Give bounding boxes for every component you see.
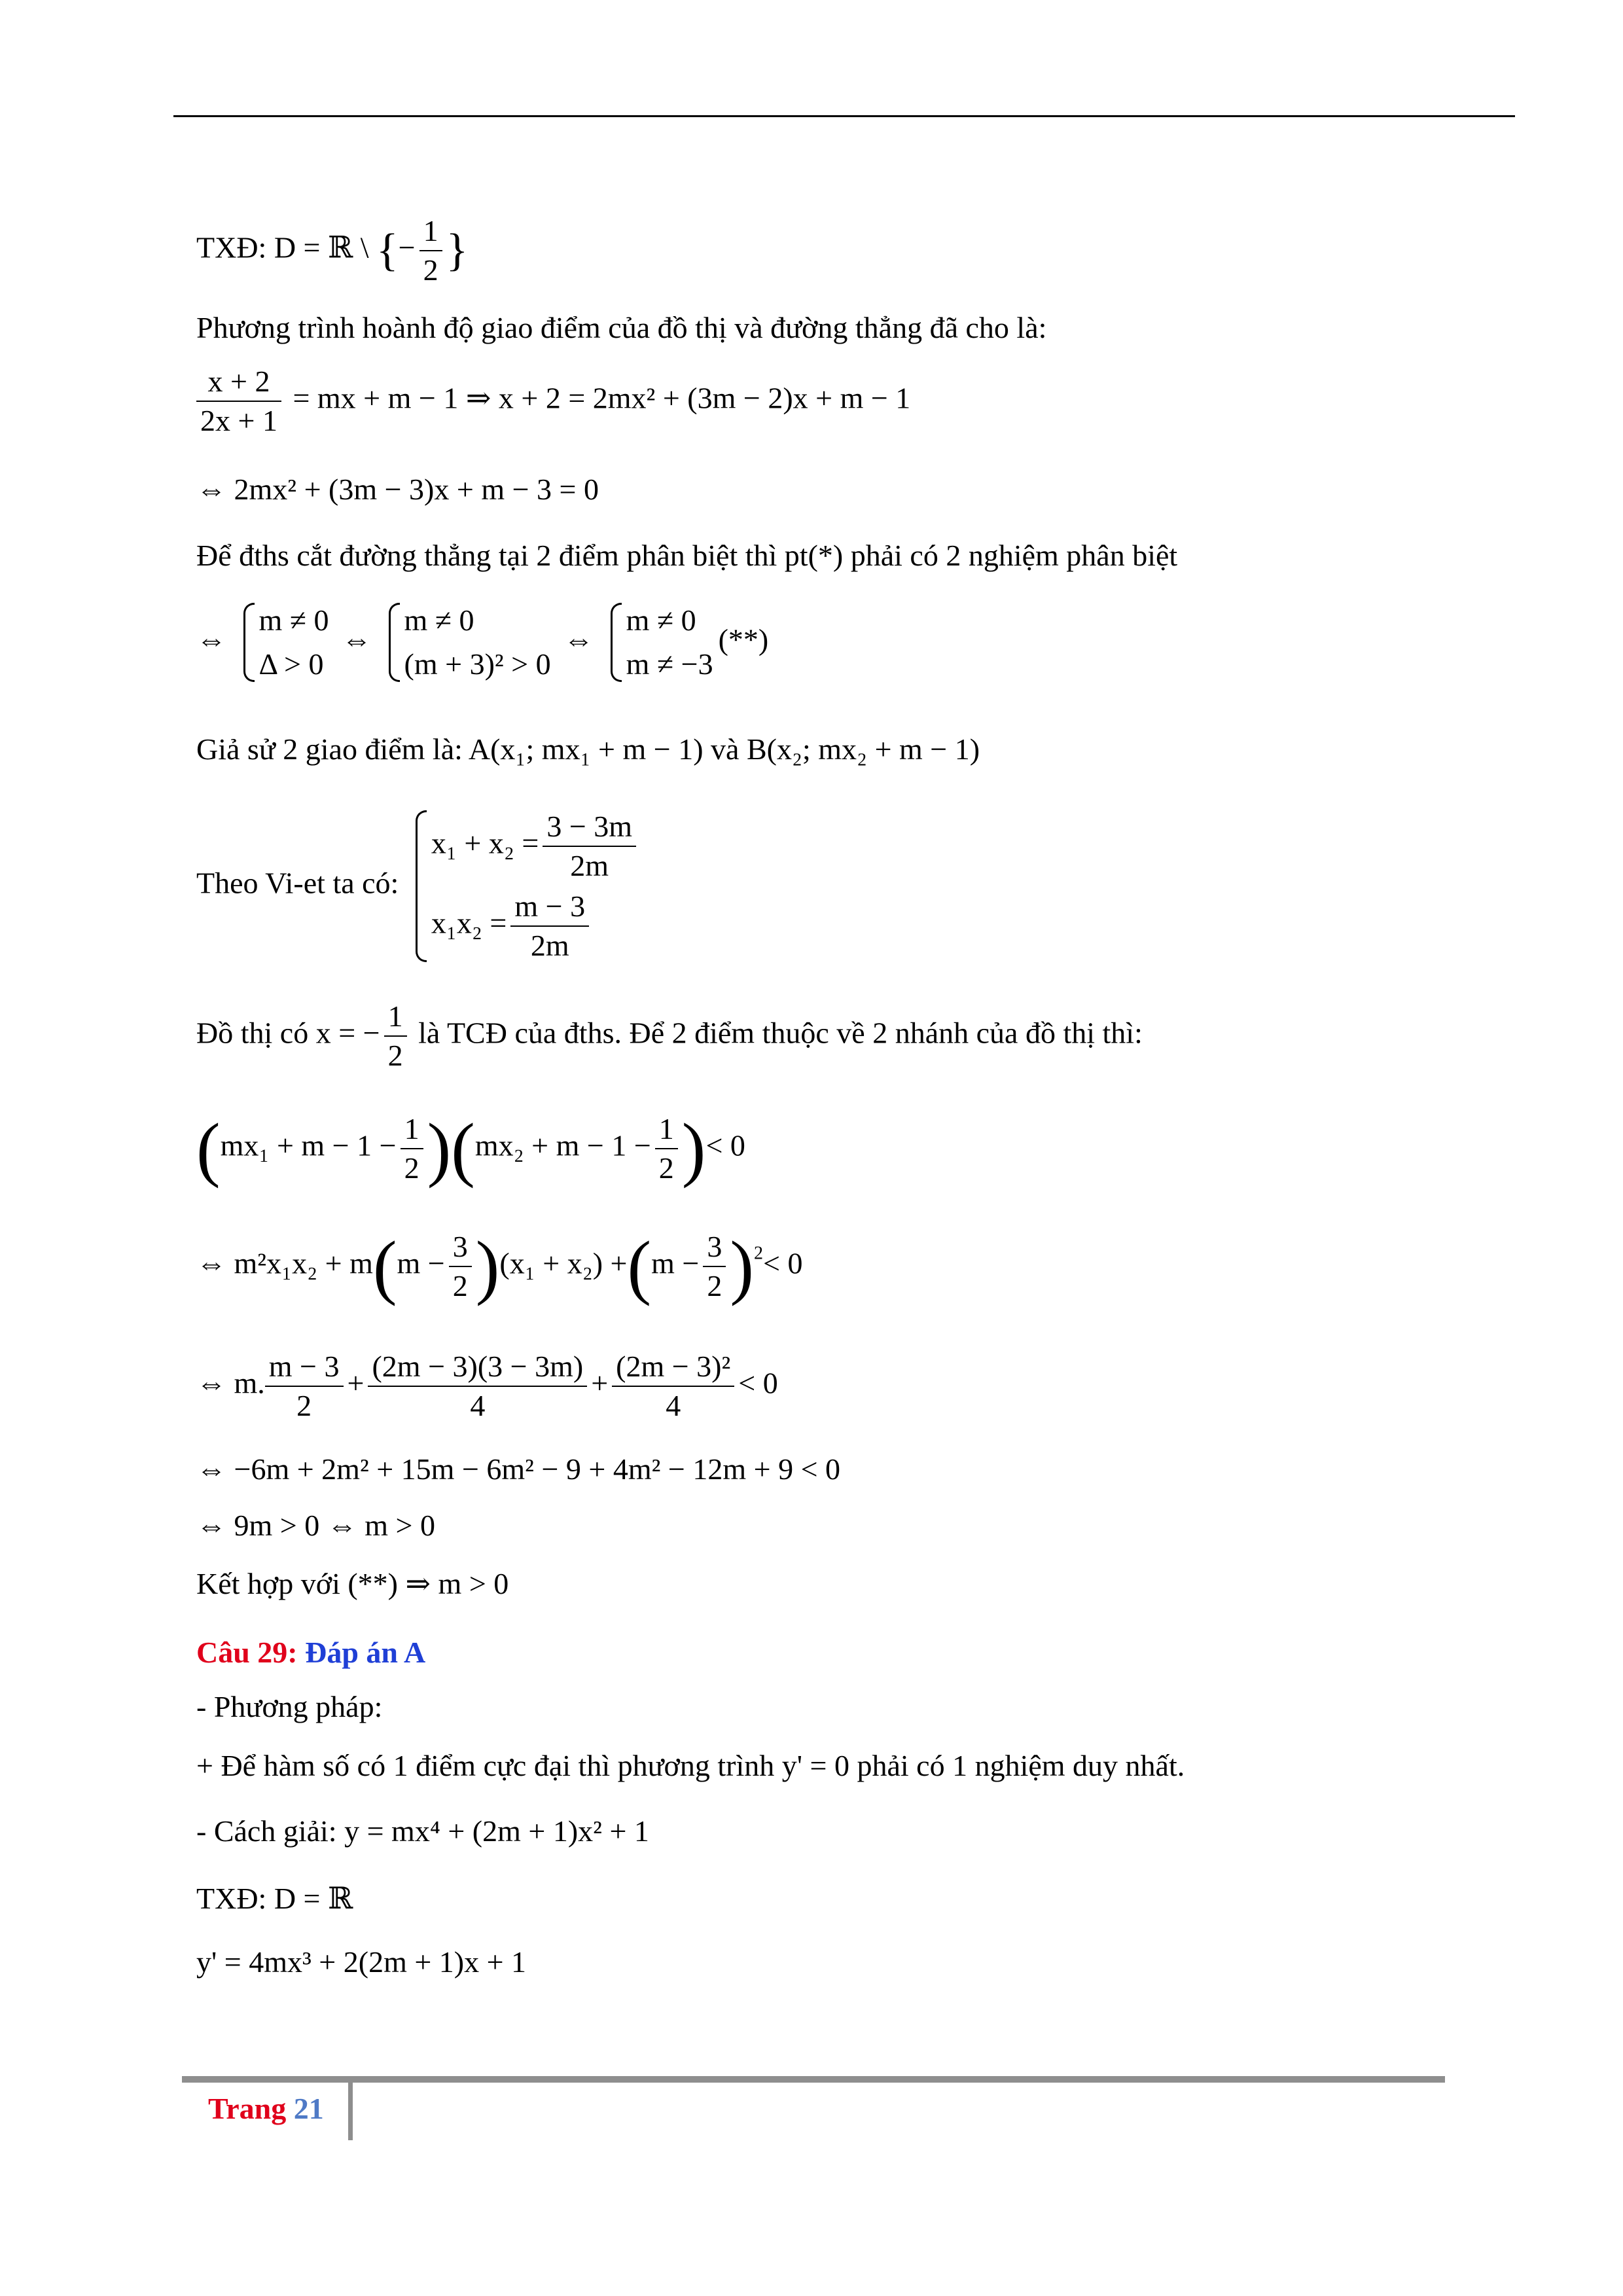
method-line <box>196 1751 1185 1781</box>
point-a: A(x₁; mx₁ + m − 1) <box>468 732 704 766</box>
fraction-half <box>401 1114 423 1183</box>
fraction-den: 4 <box>666 1389 681 1422</box>
fraction-den: 2m <box>570 849 609 882</box>
solution-line <box>196 1816 649 1846</box>
fraction-eq1 <box>196 367 281 436</box>
fraction-den: 2 <box>452 1269 468 1302</box>
fraction-num: 1 <box>419 216 442 251</box>
equation-rest: = mx + m − 1 ⇒ x + 2 = 2mx² + (3m − 2)x + m − 1 <box>293 381 911 415</box>
vieta-sum <box>431 806 640 886</box>
less-than-zero: < 0 <box>705 1128 745 1162</box>
fraction-2 <box>368 1352 587 1421</box>
fraction-den: 2 <box>658 1151 674 1185</box>
footer-rule <box>182 2076 1445 2083</box>
fraction-sum <box>543 812 636 881</box>
fraction-den: 2 <box>296 1389 312 1422</box>
paren-close: ) <box>681 1109 706 1189</box>
fraction-3 <box>612 1352 734 1421</box>
method-label: - Phương pháp: <box>196 1690 383 1723</box>
domain-line-1 <box>196 216 468 285</box>
condition-text: Để đths cắt đường thẳng tại 2 điểm phân biệt thì pt(*) phải có 2 nghiệm phân biệt <box>196 539 1178 572</box>
page-number <box>208 2091 324 2126</box>
fraction-den: 2 <box>707 1269 722 1302</box>
fraction-num: 3 <box>703 1232 726 1267</box>
minus-sign: − <box>398 230 416 264</box>
system-3 <box>607 599 713 686</box>
point-b: B(x₂; mx₂ + m − 1) <box>746 732 980 766</box>
system-1 <box>240 599 329 686</box>
domain-expr: D = ℝ \ <box>274 230 369 264</box>
derivative-line: y' = 4mx³ + 2(2m + 1)x + 1 <box>196 1945 527 1979</box>
ineq2-b: (x₁ + x₂) + <box>499 1246 628 1280</box>
page-label: Trang <box>208 2092 287 2125</box>
combine-line <box>196 1569 508 1599</box>
plus-sign: + <box>347 1366 365 1400</box>
fraction-num: 1 <box>384 1001 407 1037</box>
method-expr: y' = 0 <box>781 1749 849 1782</box>
vieta-product <box>431 886 640 966</box>
paren-close: ) <box>427 1109 452 1189</box>
paren-close: ) <box>730 1227 755 1306</box>
fraction-num: 1 <box>401 1114 423 1149</box>
vieta-prod-lhs: x₁x₂ = <box>431 906 507 940</box>
system-row: Δ > 0 <box>259 647 324 681</box>
systems-line <box>196 599 768 686</box>
page-number-value: 21 <box>293 2092 324 2125</box>
vieta-system <box>412 806 640 966</box>
vieta-line <box>196 806 645 966</box>
solution-label: - Cách giải: <box>196 1814 337 1848</box>
asym-pre: Đồ thị có <box>196 1016 309 1050</box>
inequality-3 <box>196 1352 778 1421</box>
vieta-sum-lhs: x₁ + x₂ = <box>431 826 539 860</box>
fraction-num: 1 <box>655 1114 678 1149</box>
less-than-zero: < 0 <box>763 1246 803 1280</box>
system-row: m ≠ 0 <box>259 603 329 637</box>
inequality-4: ⇔ −6m + 2m² + 15m − 6m² − 9 + 4m² − 12m + 9 < 0 <box>196 1452 841 1486</box>
less-than-zero: < 0 <box>738 1366 778 1400</box>
inequality-5: ⇔ 9m > 0 ⇔ m > 0 <box>196 1509 435 1542</box>
equation-1 <box>196 367 910 436</box>
brace-close: } <box>446 225 469 276</box>
txd-label: TXĐ: <box>196 1882 267 1915</box>
fraction-num: 3 − 3m <box>543 812 636 847</box>
system-row: (m + 3)² > 0 <box>404 647 551 681</box>
ineq2-a: ⇔ m²x₁x₂ + m <box>196 1246 373 1280</box>
footer-divider <box>348 2080 353 2140</box>
fraction-den: 4 <box>470 1389 486 1422</box>
fraction-den: 2 <box>404 1151 419 1185</box>
ineq3-a: ⇔ m. <box>196 1366 265 1400</box>
fraction-product <box>510 891 589 961</box>
paren-open: ( <box>372 1227 397 1306</box>
fraction-1 <box>265 1352 344 1421</box>
square-exponent: 2 <box>754 1243 764 1264</box>
fraction-three-halves <box>449 1232 472 1301</box>
header-rule <box>173 115 1515 117</box>
intro-text: Phương trình hoành độ giao điểm của đồ thị và đường thẳng đã cho là: <box>196 311 1047 344</box>
brace-open: { <box>376 225 399 276</box>
question-29-heading <box>196 1638 425 1668</box>
fraction-num: 3 <box>449 1232 472 1267</box>
fraction-half <box>419 216 442 285</box>
domain-expr: D = ℝ <box>274 1882 353 1915</box>
fraction-num: (2m − 3)² <box>612 1352 734 1387</box>
paren-open: ( <box>627 1227 652 1306</box>
fraction-den: 2 <box>423 253 438 287</box>
method-tail: phải có 1 nghiệm duy nhất. <box>857 1749 1185 1782</box>
fraction-den: 2m <box>530 929 569 962</box>
asym-x: x = − <box>315 1016 380 1050</box>
combine-expr: (**) ⇒ m > 0 <box>348 1567 509 1600</box>
asym-post: là TCĐ của đths. Để 2 điểm thuộc về 2 nhánh của đồ thị thì: <box>418 1016 1143 1050</box>
assume-text: Giả sử 2 giao điểm là: <box>196 732 463 766</box>
txd-label: TXĐ: <box>196 230 267 264</box>
paren-open: ( <box>196 1109 221 1189</box>
fraction-half <box>655 1114 678 1183</box>
solution-expr: y = mx⁴ + (2m + 1)x² + 1 <box>344 1814 649 1848</box>
domain-line-2 <box>196 1884 353 1914</box>
fraction-num: m − 3 <box>265 1352 344 1387</box>
equiv-sign: ⇔ <box>342 622 372 656</box>
paren-close: ) <box>475 1227 500 1306</box>
system-row: m ≠ 0 <box>626 603 696 637</box>
system-2 <box>385 599 551 686</box>
asymptote-line <box>196 1001 1143 1071</box>
plus-sign: + <box>591 1366 609 1400</box>
fraction-num: m − 3 <box>510 891 589 927</box>
method-text: + Để hàm số có 1 điểm cực đại thì phương trình <box>196 1749 775 1782</box>
inequality-2 <box>196 1227 803 1306</box>
combine-text: Kết hợp với <box>196 1567 340 1600</box>
ineq1-b: mx₂ + m − 1 − <box>474 1128 651 1162</box>
vieta-label: Theo Vi-et ta có: <box>196 866 399 900</box>
fraction-num: (2m − 3)(3 − 3m) <box>368 1352 587 1387</box>
equiv-sign: ⇔ <box>196 622 226 656</box>
fraction-asym <box>384 1001 407 1071</box>
answer-label: Đáp án A <box>305 1636 426 1669</box>
system-row: m ≠ 0 <box>404 603 474 637</box>
question-label: Câu 29: <box>196 1636 298 1669</box>
system-row: m ≠ −3 <box>626 647 713 681</box>
equiv-sign: ⇔ <box>563 622 594 656</box>
and-word: và <box>711 732 740 766</box>
points-line <box>196 734 980 764</box>
ineq2-m: m − <box>397 1246 445 1280</box>
ineq1-a: mx₁ + m − 1 − <box>220 1128 397 1162</box>
fraction-num: x + 2 <box>196 367 281 402</box>
fraction-den: 2 <box>387 1039 403 1072</box>
equation-2: ⇔ 2mx² + (3m − 3)x + m − 3 = 0 <box>196 473 599 506</box>
star-label: (**) <box>718 622 769 656</box>
paren-open: ( <box>451 1109 475 1189</box>
fraction-den: 2x + 1 <box>200 404 277 437</box>
inequality-1 <box>196 1109 745 1189</box>
fraction-three-halves <box>703 1232 726 1301</box>
ineq2-m: m − <box>651 1246 700 1280</box>
